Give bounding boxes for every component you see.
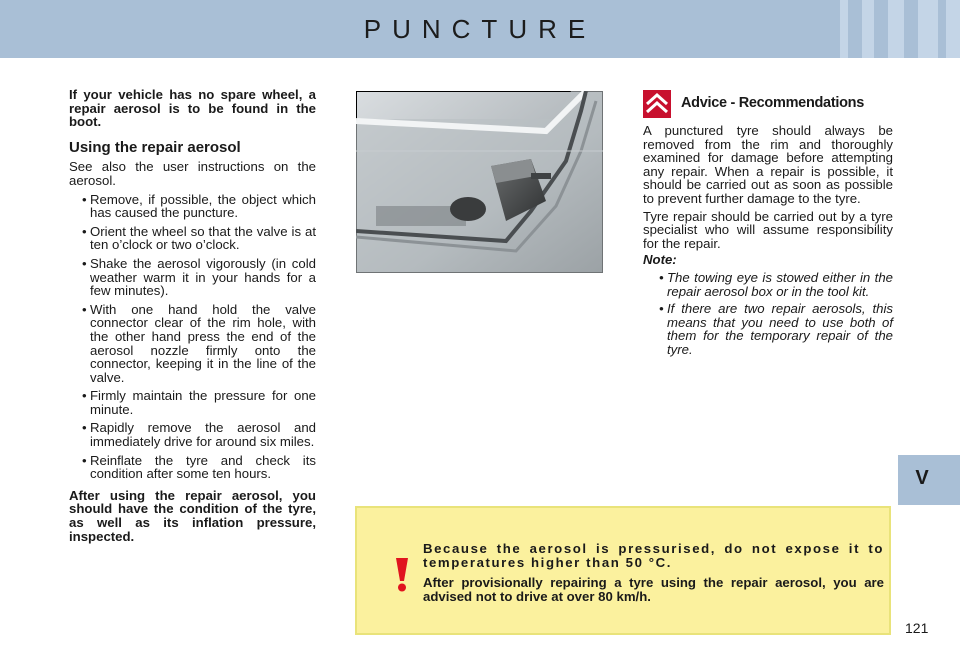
warning-line: Because the aerosol is pressurised, do not expose it to temperatures higher than 50 °C. <box>423 541 884 570</box>
warning-line: After provisionally repairing a tyre using the repair aerosol, you are advised not to drive at over 80 km/h. <box>423 575 884 604</box>
advice-title: Advice - Recommendations <box>681 95 864 111</box>
list-item: • With one hand hold the valve connector clear of the rim hole, with the other hand press the end of the aerosol nozzle firmly onto the connector, keeping it in the line of the valve. <box>82 301 316 385</box>
list-item: • Reinflate the tyre and check its condition after some ten hours. <box>82 452 316 482</box>
instructions-column <box>69 88 316 543</box>
intro-text: If your vehicle has no spare wheel, a repair aerosol is to be found in the boot. <box>69 87 316 130</box>
lead-text: See also the user instructions on the aerosol. <box>69 159 316 188</box>
outro-text: After using the repair aerosol, you should have the condition of the tyre, as well as its inflation pressure, inspected. <box>69 487 316 544</box>
page-number: 121 <box>905 620 929 636</box>
list-item: • Rapidly remove the aerosol and immediately drive for around six miles. <box>82 420 316 450</box>
list-item: • If there are two repair aerosols, this means that you need to use both of them for the temporary repair of the tyre. <box>659 301 893 357</box>
steps-list <box>69 193 316 481</box>
list-item: • Remove, if possible, the object which has caused the puncture. <box>82 191 316 221</box>
list-item: • Shake the aerosol vigorously (in cold weather warm it in your hands for a few minutes). <box>82 255 316 299</box>
advice-panel <box>643 90 893 357</box>
section-heading: Using the repair aerosol <box>69 138 241 156</box>
section-tab-label: V <box>915 467 929 489</box>
boot-photo <box>356 91 603 273</box>
list-item: • Orient the wheel so that the valve is at ten o’clock or two o’clock. <box>82 223 316 253</box>
note-label: Note: <box>643 252 677 268</box>
page-title: PUNCTURE <box>363 14 597 44</box>
advice-paragraph: A punctured tyre should always be removed from the rim and thoroughly examined for damage before attempting any repair. When a repair is possible, it should be carried out as soon as possible to prevent further damage to the tyre. <box>643 123 893 206</box>
notes-list <box>643 271 893 357</box>
list-item: • Firmly maintain the pressure for one minute. <box>82 388 316 417</box>
advice-header <box>643 90 893 120</box>
advice-paragraph: Tyre repair should be carried out by a tyre specialist who will assume responsibility for the repair. <box>643 208 893 251</box>
aerosol-in-boot-image <box>356 91 603 273</box>
chevron-logo-icon <box>643 90 671 118</box>
warning-text <box>423 542 884 610</box>
header-bar <box>0 0 960 58</box>
section-tab <box>898 455 960 505</box>
list-item: • The towing eye is stowed either in the repair aerosol box or in the tool kit. <box>659 269 893 299</box>
warning-box <box>355 506 891 635</box>
exclamation-icon <box>381 554 425 594</box>
